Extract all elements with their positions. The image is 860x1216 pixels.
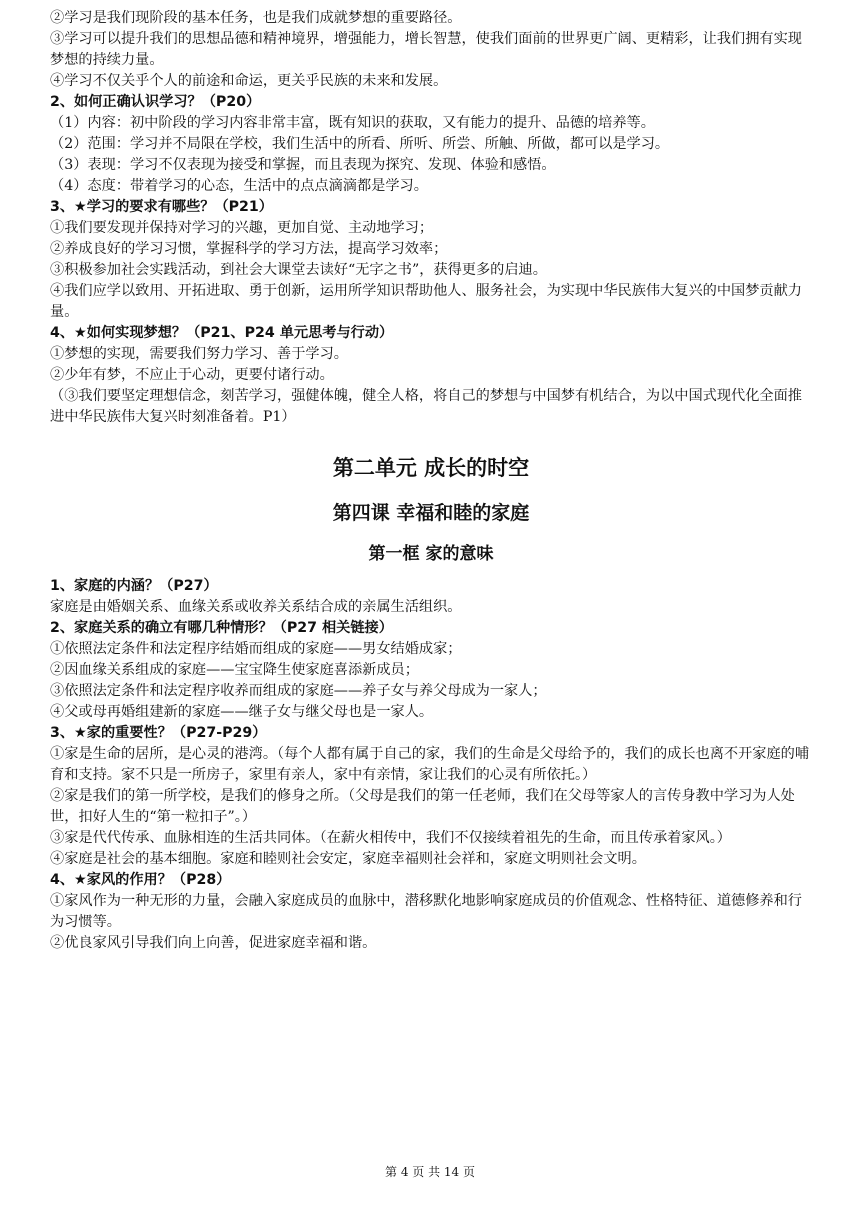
paragraph: （3）表现：学习不仅表现为接受和掌握，而且表现为探究、发现、体验和感悟。: [50, 157, 556, 173]
paragraph: ③积极参加社会实践活动，到社会大课堂去读好“无字之书”，获得更多的启迪。: [50, 262, 547, 278]
question-heading: 4、★家风的作用？（P28）: [50, 872, 231, 888]
question-heading: 4、★如何实现梦想？（P21、P24 单元思考与行动）: [50, 325, 394, 341]
paragraph: ①家是生命的居所，是心灵的港湾。（每个人都有属于自己的家，我们的生命是父母给予的，我们的成长也离不开家庭的哺育和支持。家不只是一所房子，家里有亲人，家中有亲情，家让我们的心灵有所依托。）: [50, 746, 810, 783]
paragraph: ③学习可以提升我们的思想品德和精神境界，增强能力，增长智慧，使我们面前的世界更广阔、更精彩，让我们拥有实现梦想的持续力量。: [50, 31, 802, 68]
page-content: [50, 8, 812, 954]
paragraph: ②优良家风引导我们向上向善，促进家庭幸福和谐。: [50, 935, 377, 951]
paragraph: ①我们要发现并保持对学习的兴趣，更加自觉、主动地学习；: [50, 220, 434, 236]
page-footer: 第 4 页 共 14 页: [385, 1165, 475, 1179]
paragraph: （1）内容：初中阶段的学习内容非常丰富，既有知识的获取，又有能力的提升、品德的培养等。: [50, 115, 655, 131]
frame-title: 第一框 家的意味: [368, 544, 494, 564]
paragraph: ①家风作为一种无形的力量，会融入家庭成员的血脉中，潜移默化地影响家庭成员的价值观念、性格特征、道德修养和行为习惯等。: [50, 893, 802, 930]
paragraph: 家庭是由婚姻关系、血缘关系或收养关系结合成的亲属生活组织。: [50, 599, 462, 615]
paragraph: ①梦想的实现，需要我们努力学习、善于学习。: [50, 346, 348, 362]
paragraph: ③依照法定条件和法定程序收养而组成的家庭——养子女与养父母成为一家人；: [50, 683, 547, 699]
question-heading: 2、如何正确认识学习？（P20）: [50, 94, 261, 110]
paragraph: （2）范围：学习并不局限在学校，我们生活中的所看、所听、所尝、所触、所做，都可以是学习。: [50, 136, 670, 152]
paragraph: ②家是我们的第一所学校，是我们的修身之所。（父母是我们的第一任老师，我们在父母等家人的言传身教中学习为人处世，扣好人生的“第一粒扣子”。）: [50, 788, 795, 825]
paragraph: （③我们要坚定理想信念，刻苦学习，强健体魄，健全人格，将自己的梦想与中国梦有机结合，为以中国式现代化全面推进中华民族伟大复兴时刻准备着。P1）: [50, 388, 802, 425]
paragraph: ④家庭是社会的基本细胞。家庭和睦则社会安定，家庭幸福则社会祥和，家庭文明则社会文明。: [50, 851, 646, 867]
paragraph: ②少年有梦，不应止于心动，更要付诸行动。: [50, 367, 334, 383]
paragraph: ④我们应学以致用、开拓进取、勇于创新，运用所学知识帮助他人、服务社会，为实现中华民族伟大复兴的中国梦贡献力量。: [50, 283, 802, 320]
paragraph: ④学习不仅关乎个人的前途和命运，更关乎民族的未来和发展。: [50, 73, 448, 89]
paragraph: ②学习是我们现阶段的基本任务，也是我们成就梦想的重要路径。: [50, 10, 462, 26]
lesson-title: 第四课 幸福和睦的家庭: [332, 502, 530, 524]
question-heading: 3、★学习的要求有哪些？（P21）: [50, 199, 273, 215]
paragraph: ①依照法定条件和法定程序结婚而组成的家庭——男女结婚成家；: [50, 641, 462, 657]
question-heading: 3、★家的重要性？（P27-P29）: [50, 725, 267, 741]
paragraph: ②因血缘关系组成的家庭——宝宝降生使家庭喜添新成员；: [50, 662, 419, 678]
unit-title: 第二单元 成长的时空: [332, 456, 530, 480]
paragraph: ④父或母再婚组建新的家庭——继子女与继父母也是一家人。: [50, 704, 434, 720]
question-heading: 1、家庭的内涵？（P27）: [50, 578, 218, 594]
paragraph: （4）态度：带着学习的心态，生活中的点点滴滴都是学习。: [50, 178, 428, 194]
question-heading: 2、家庭关系的确立有哪几种情形？（P27 相关链接）: [50, 620, 393, 636]
paragraph: ②养成良好的学习习惯，掌握科学的学习方法，提高学习效率；: [50, 241, 448, 257]
paragraph: ③家是代代传承、血脉相连的生活共同体。（在薪火相传中，我们不仅接续着祖先的生命，而且传承着家风。）: [50, 830, 731, 846]
